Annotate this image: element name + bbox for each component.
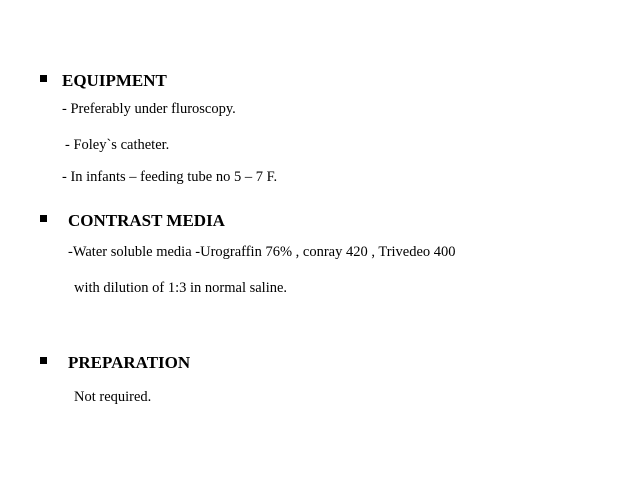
contrast-media-line-2: with dilution of 1:3 in normal saline. <box>74 280 288 296</box>
preparation-line-1: Not required. <box>74 389 152 405</box>
equipment-line-1: - Preferably under fluroscopy. <box>62 101 236 117</box>
equipment-line-3: - In infants – feeding tube no 5 – 7 F. <box>62 169 278 185</box>
contrast-media-line-1: -Water soluble media -Urograffin 76% , conray 420 , Trivedeo 400 <box>68 244 456 260</box>
section-heading-contrast-media: CONTRAST MEDIA <box>68 211 225 230</box>
section-heading-preparation: PREPARATION <box>68 353 191 372</box>
bullet-square-icon <box>40 215 47 222</box>
bullet-square-icon <box>40 75 47 82</box>
bullet-square-icon <box>40 357 47 364</box>
section-heading-equipment: EQUIPMENT <box>62 71 167 90</box>
equipment-line-2: - Foley`s catheter. <box>65 137 170 153</box>
